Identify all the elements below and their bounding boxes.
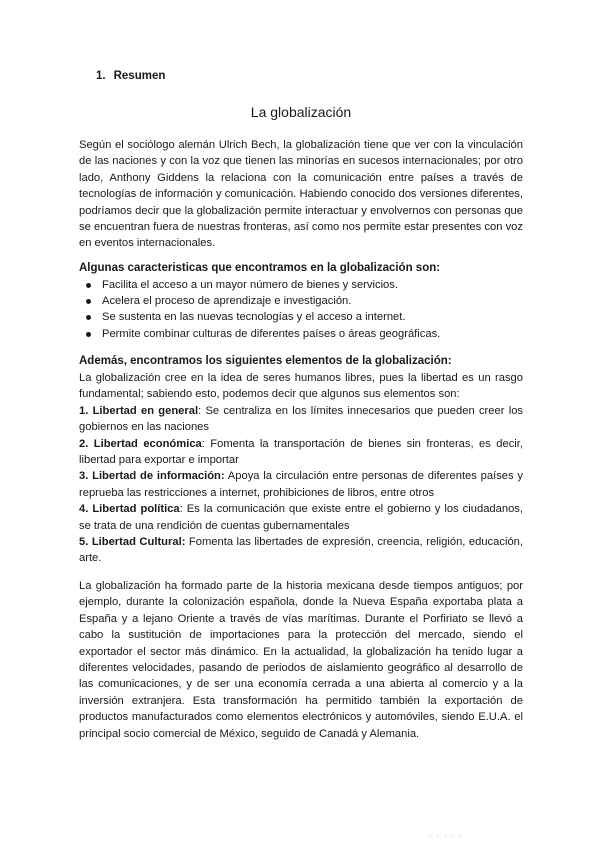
freedom-label: 5. Libertad Cultural:	[79, 536, 186, 549]
freedom-item	[79, 468, 523, 501]
bullet-icon	[86, 315, 91, 320]
list-item-text: Facilita el acceso a un mayor número de bienes y servicios.	[102, 279, 398, 291]
freedom-text: : Es la comunicación que existe entre el gobierno y los ciudadanos, se trata de una rendición de cuentas gubernamentales	[79, 503, 524, 532]
freedom-text: : Fomenta la transportación de bienes sin fronteras, es decir, libertad para exportar e importar	[79, 437, 523, 467]
list-item	[79, 277, 523, 293]
freedom-label: 2. Libertad económica	[79, 437, 202, 450]
section-title: Resumen	[113, 70, 166, 82]
section-number: 1.	[96, 70, 106, 82]
bullet-icon	[86, 299, 91, 304]
characteristics-heading: Algunas caracteristicas que encontramos en la globalización son:	[79, 262, 441, 274]
freedom-item	[79, 436, 523, 469]
freedom-label: 4. Libertad política	[79, 503, 180, 516]
bullet-icon	[86, 332, 91, 337]
characteristics-list	[79, 277, 523, 342]
list-item	[79, 309, 523, 325]
list-item-text: Se sustenta en las nuevas tecnologías y el acceso a internet.	[102, 311, 406, 324]
elements-intro: La globalización cree en la idea de seres humanos libres, pues la libertad es un rasgo fundamental; sabiendo esto, podemos decir que algunos sus elementos son:	[79, 372, 523, 401]
document-title: La globalización	[250, 104, 352, 120]
list-item	[79, 326, 523, 342]
freedom-text: : Se centraliza en los límites innecesarios que pueden creer los gobiernos en las naciones	[79, 404, 524, 434]
list-item-text: Acelera el proceso de aprendizaje e investigación.	[102, 295, 352, 308]
mexico-paragraph: La globalización ha formado parte de la historia mexicana desde tiempos antiguos; por ejemplo, durante la colonización española, donde la Nueva España exportaba plata a España y a lejano Oriente a través de vías marítimas. Durante el Porfiriato se llevó a cabo la sustitución de importaciones para la protección del mercado, siendo el exportador el sector más dinámico. En la actualidad, la globalización ha tenido lugar a diferentes velocidades, pasando de periodos de aislamiento geográfico al desarrollo de las comunicaciones, y de ser una economía cerrada a una abierta al comercio y a la inversión extranjera. Esta transformación ha permitido también la exportación de productos manufacturados como elementos electrónicos y automóviles, siendo E.U.A. el principal socio comercial de México, seguido de Canadá y Alemania.	[79, 580, 523, 740]
elements-heading: Además, encontramos los siguientes elementos de la globalización:	[79, 355, 452, 367]
freedom-text: Apoya la circulación entre personas de diferentes países y reprueba las restricciones a internet, prohibiciones de libros, entre otros	[79, 470, 523, 499]
elements-block	[79, 370, 523, 567]
freedom-label: 3. Libertad de información:	[79, 470, 225, 483]
freedom-item	[79, 534, 523, 567]
list-item	[79, 293, 523, 309]
intro-paragraph: Según el sociólogo alemán Ulrich Bech, la globalización tiene que ver con la vinculación de las naciones y con la voz que tienen las minorías en sucesos internacionales; por otro lado, Anthony Giddens la relaciona con la comunicación entre países a través de tecnologías de información y comunicación. Habiendo conocido dos versiones diferentes, podríamos decir que la globalización permite interactuar y envolvernos con personas que se encuentran fuera de nuestras fronteras, así como nos permite estar presentes con voz en eventos internacionales.	[79, 139, 523, 250]
section-heading	[96, 70, 165, 82]
freedom-text: Fomenta las libertades de expresión, creencia, religión, educación, arte.	[79, 536, 523, 565]
list-item-text: Permite combinar culturas de diferentes países o áreas geográficas.	[102, 327, 441, 340]
freedom-item	[79, 403, 523, 436]
footer-mark: · · · · ·	[429, 834, 464, 840]
freedom-label: 1. Libertad en general	[79, 404, 199, 417]
freedom-item	[79, 501, 523, 534]
bullet-icon	[86, 283, 91, 288]
